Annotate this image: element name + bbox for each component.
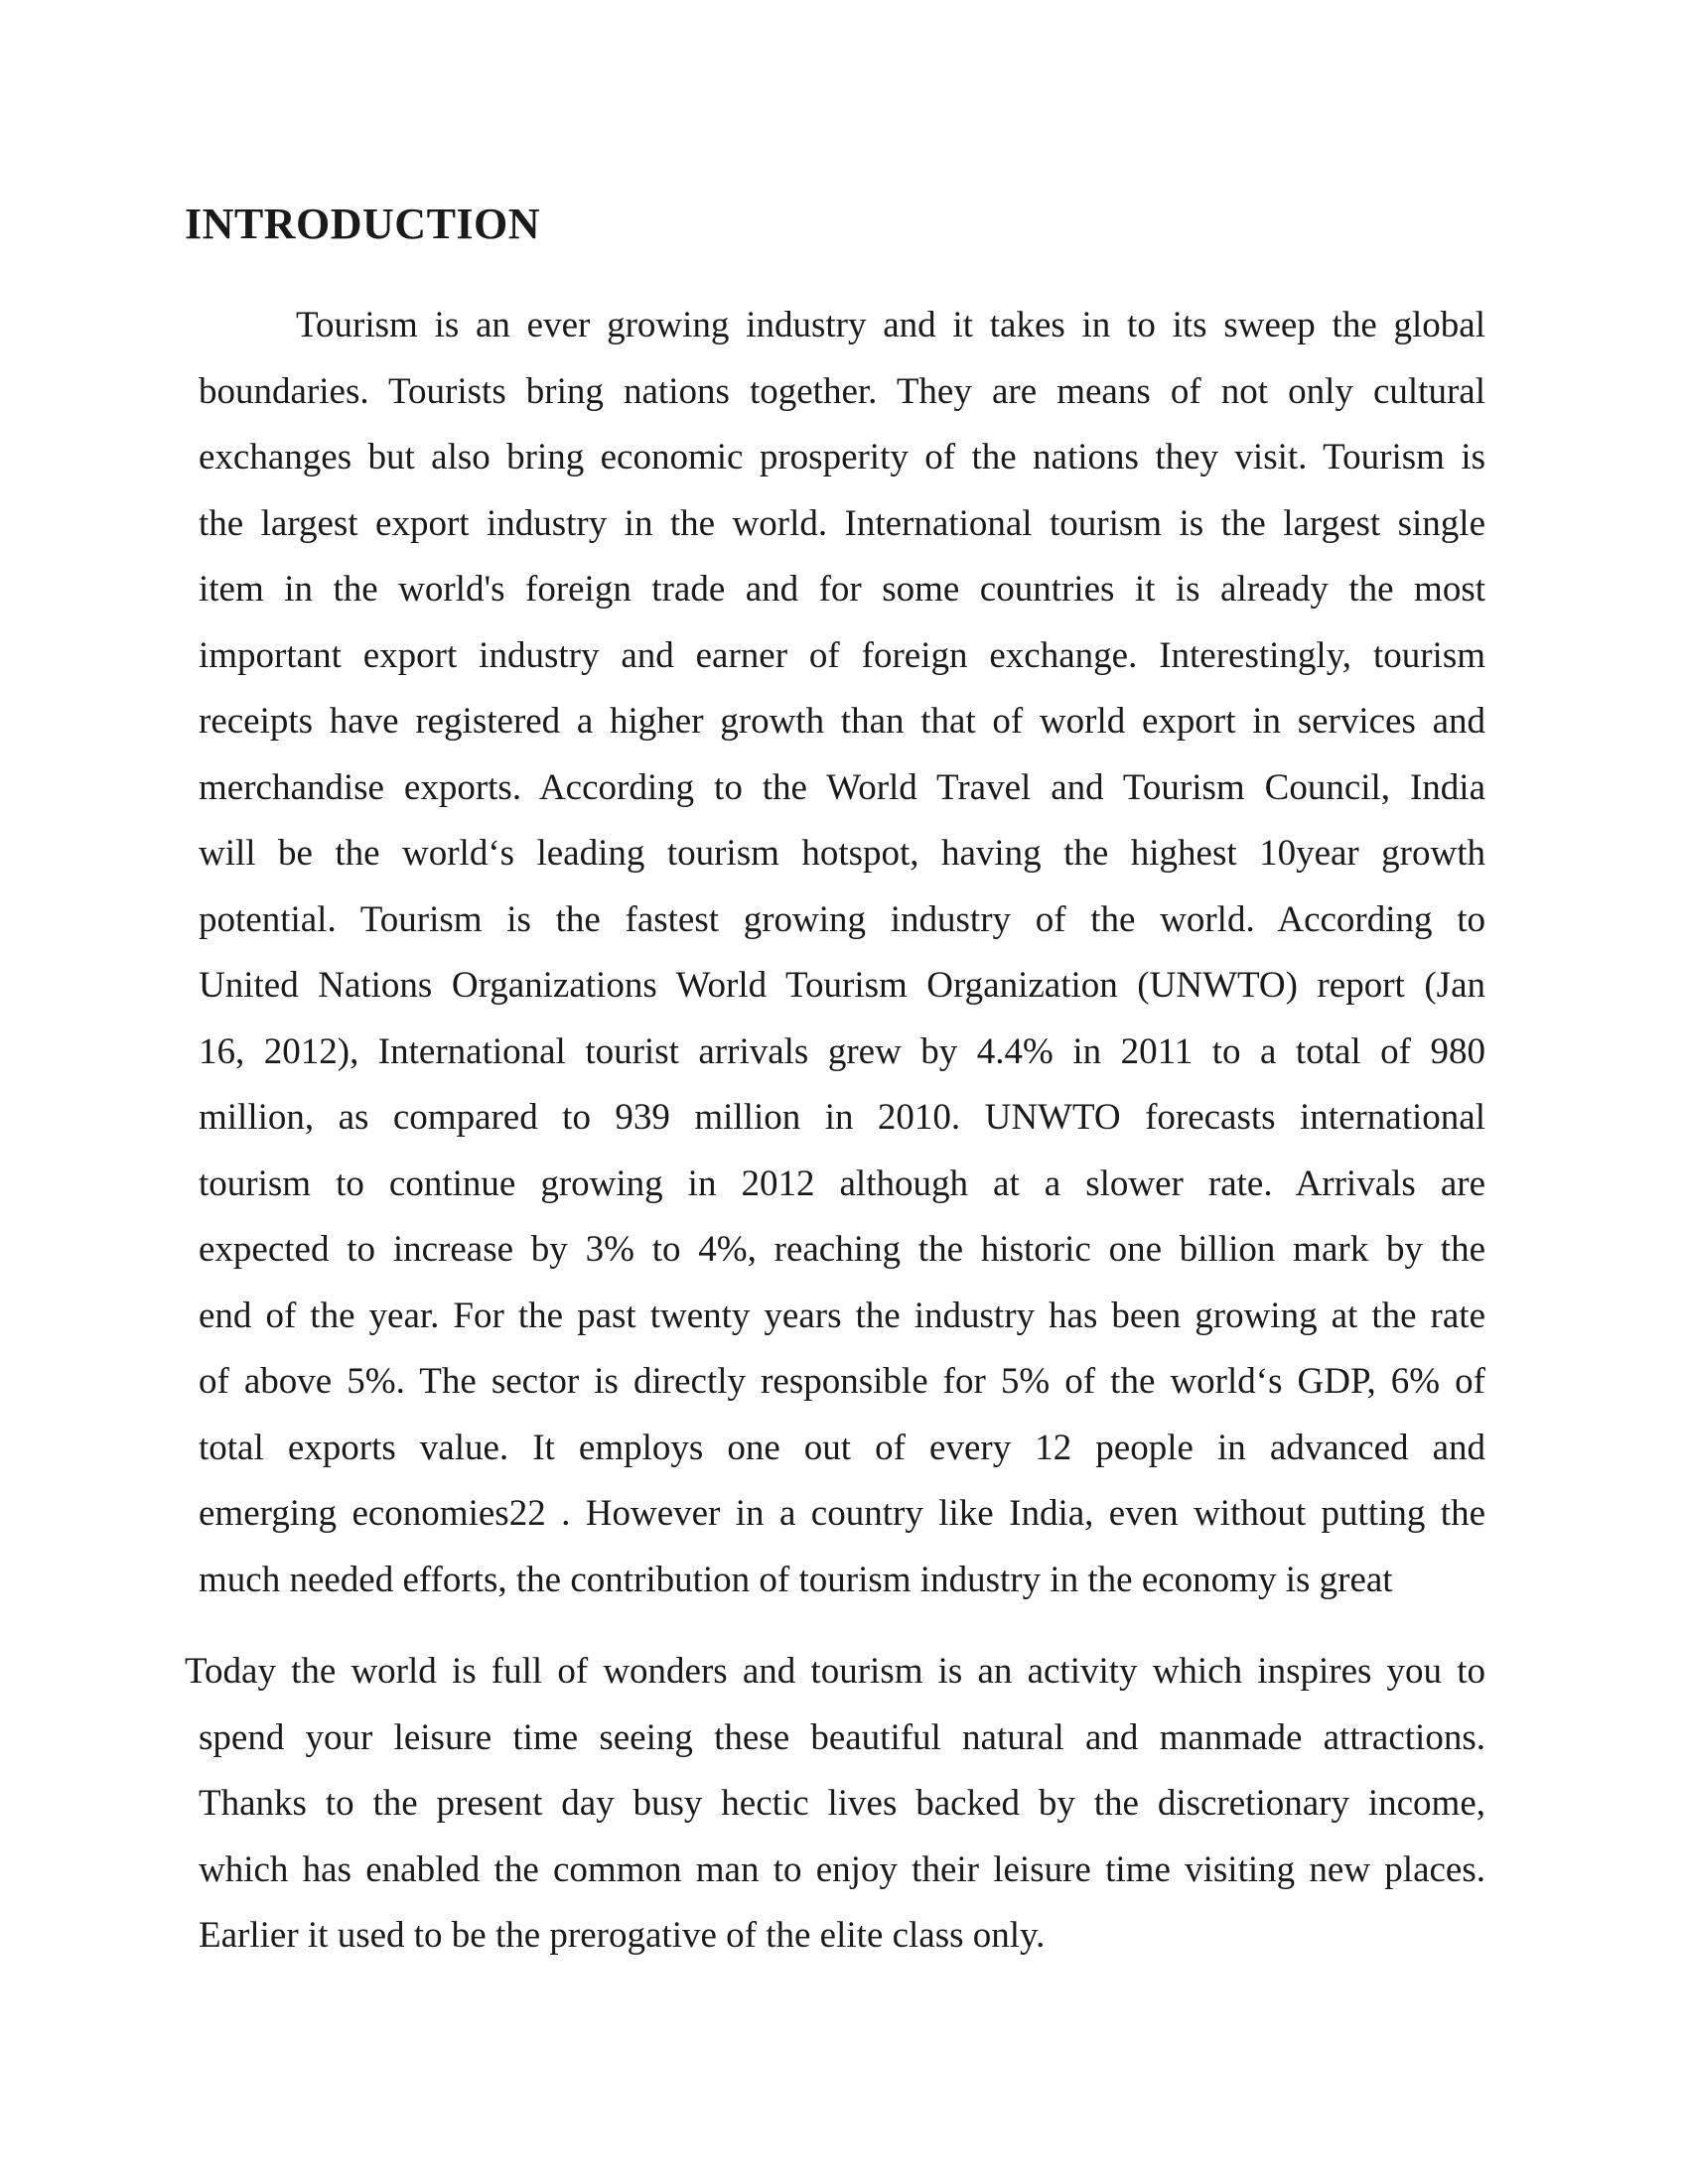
paragraph-line: expected to increase by 3% to 4%, reaching the historic one billion mark by the bbox=[199, 1229, 1485, 1270]
paragraph-line: item in the world's foreign trade and for some countries it is already the most bbox=[199, 569, 1485, 610]
paragraph-line: emerging economies22 . However in a country like India, even without putting the bbox=[199, 1493, 1485, 1534]
paragraph-line: receipts have registered a higher growth than that of world export in services and bbox=[199, 701, 1485, 742]
paragraph-line: the largest export industry in the world. International tourism is the largest single bbox=[199, 503, 1485, 544]
paragraph-line: Today the world is full of wonders and tourism is an activity which inspires you to bbox=[185, 1651, 1485, 1692]
paragraph-line: 16, 2012), International tourist arrivals grew by 4.4% in 2011 to a total of 980 bbox=[199, 1031, 1485, 1072]
paragraph-line: Thanks to the present day busy hectic lives backed by the discretionary income, bbox=[199, 1783, 1485, 1824]
paragraph-line: United Nations Organizations World Tourism Organization (UNWTO) report (Jan bbox=[199, 965, 1485, 1006]
paragraph-line: boundaries. Tourists bring nations together. They are means of not only cultural bbox=[199, 371, 1485, 412]
section-heading: INTRODUCTION bbox=[185, 200, 541, 248]
paragraph-line: exchanges but also bring economic prosperity of the nations they visit. Tourism is bbox=[199, 437, 1485, 478]
paragraph-line: much needed efforts, the contribution of tourism industry in the economy is great bbox=[199, 1560, 1393, 1600]
paragraph-line: which has enabled the common man to enjoy their leisure time visiting new places. bbox=[199, 1849, 1485, 1890]
paragraph-line: potential. Tourism is the fastest growing industry of the world. According to bbox=[199, 899, 1485, 940]
paragraph-line: Tourism is an ever growing industry and it takes in to its sweep the global bbox=[296, 305, 1485, 345]
paragraph-line: million, as compared to 939 million in 2010. UNWTO forecasts international bbox=[199, 1097, 1485, 1138]
paragraph-line: of above 5%. The sector is directly responsible for 5% of the world‘s GDP, 6% of bbox=[199, 1361, 1485, 1402]
paragraph-line: end of the year. For the past twenty years the industry has been growing at the rate bbox=[199, 1296, 1485, 1336]
paragraph-line: tourism to continue growing in 2012 although at a slower rate. Arrivals are bbox=[199, 1163, 1485, 1204]
paragraph-line: important export industry and earner of foreign exchange. Interestingly, tourism bbox=[199, 635, 1485, 676]
paragraph-line: total exports value. It employs one out of every 12 people in advanced and bbox=[199, 1428, 1485, 1468]
paragraph-line: spend your leisure time seeing these beautiful natural and manmade attractions. bbox=[199, 1717, 1485, 1758]
paragraph-line: merchandise exports. According to the World Travel and Tourism Council, India bbox=[199, 767, 1485, 808]
paragraph-line: will be the world‘s leading tourism hotspot, having the highest 10year growth bbox=[199, 833, 1485, 874]
paragraph-line: Earlier it used to be the prerogative of the elite class only. bbox=[199, 1915, 1046, 1956]
